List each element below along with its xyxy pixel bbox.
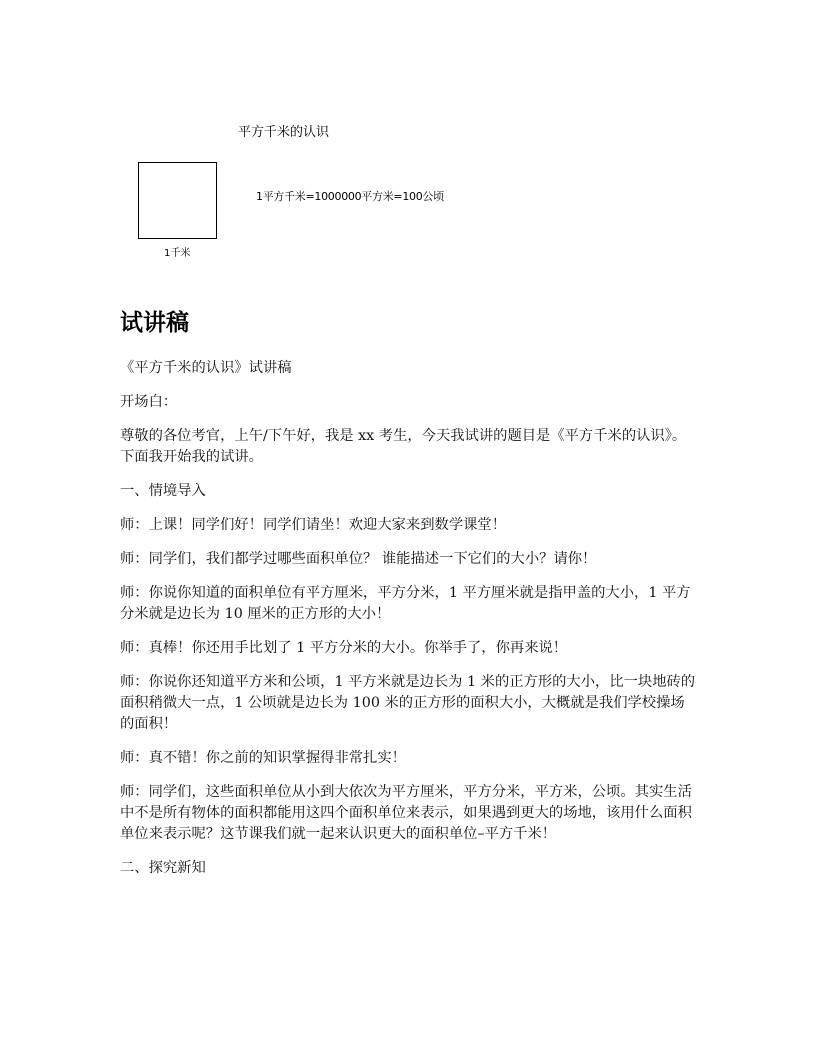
- paragraph: 尊敬的各位考官，上午/下午好，我是 xx 考生，今天我试讲的题目是《平方千米的认识》。下面我开始我的试讲。: [120, 428, 687, 465]
- section-label-opening: 开场白：: [120, 394, 178, 410]
- paragraph: 师：真不错！你之前的知识掌握得非常扎实！: [120, 750, 406, 766]
- square-side-label: 1千米: [164, 248, 191, 259]
- paragraph: 师：你说你还知道平方米和公顷，1 平方米就是边长为 1 米的正方形的大小，比一块地砖的面积稍微大一点，1 公顷就是边长为 100 米的正方形的面积大小，大概就是我们学校操场的面积！: [120, 674, 696, 732]
- paragraph: 师：同学们，我们都学过哪些面积单位？ 谁能描述一下它们的大小？请你！: [120, 551, 597, 567]
- lecture-title: 《平方千米的认识》试讲稿: [120, 360, 292, 376]
- figure-title: 平方千米的认识: [238, 125, 330, 140]
- paragraph: 师：你说你知道的面积单位有平方厘米，平方分米，1 平方厘米就是指甲盖的大小，1 平方分米就是边长为 10 厘米的正方形的大小！: [120, 585, 691, 622]
- unit-square-shape: [138, 162, 217, 239]
- paragraph: 师：上课！同学们好！同学们请坐！欢迎大家来到数学课堂！: [120, 517, 507, 533]
- document-body: [120, 358, 696, 892]
- unit-conversion-equation: 1平方千米=1000000平方米=100公顷: [256, 190, 444, 203]
- paragraph: 师：同学们，这些面积单位从小到大依次为平方厘米，平方分米，平方米，公顷。其实生活中不是所有物体的面积都能用这四个面积单位来表示，如果遇到更大的场地，该用什么面积单位来表示呢？这节课我们就一起来认识更大的面积单位–平方千米！: [120, 784, 692, 842]
- section-heading: 二、探究新知: [120, 860, 206, 876]
- paragraph: 师：真棒！你还用手比划了 1 平方分米的大小。你举手了，你再来说！: [120, 640, 568, 656]
- document-heading: 试讲稿: [120, 310, 189, 336]
- section-heading: 一、情境导入: [120, 483, 206, 499]
- unit-square-figure: [0, 0, 816, 270]
